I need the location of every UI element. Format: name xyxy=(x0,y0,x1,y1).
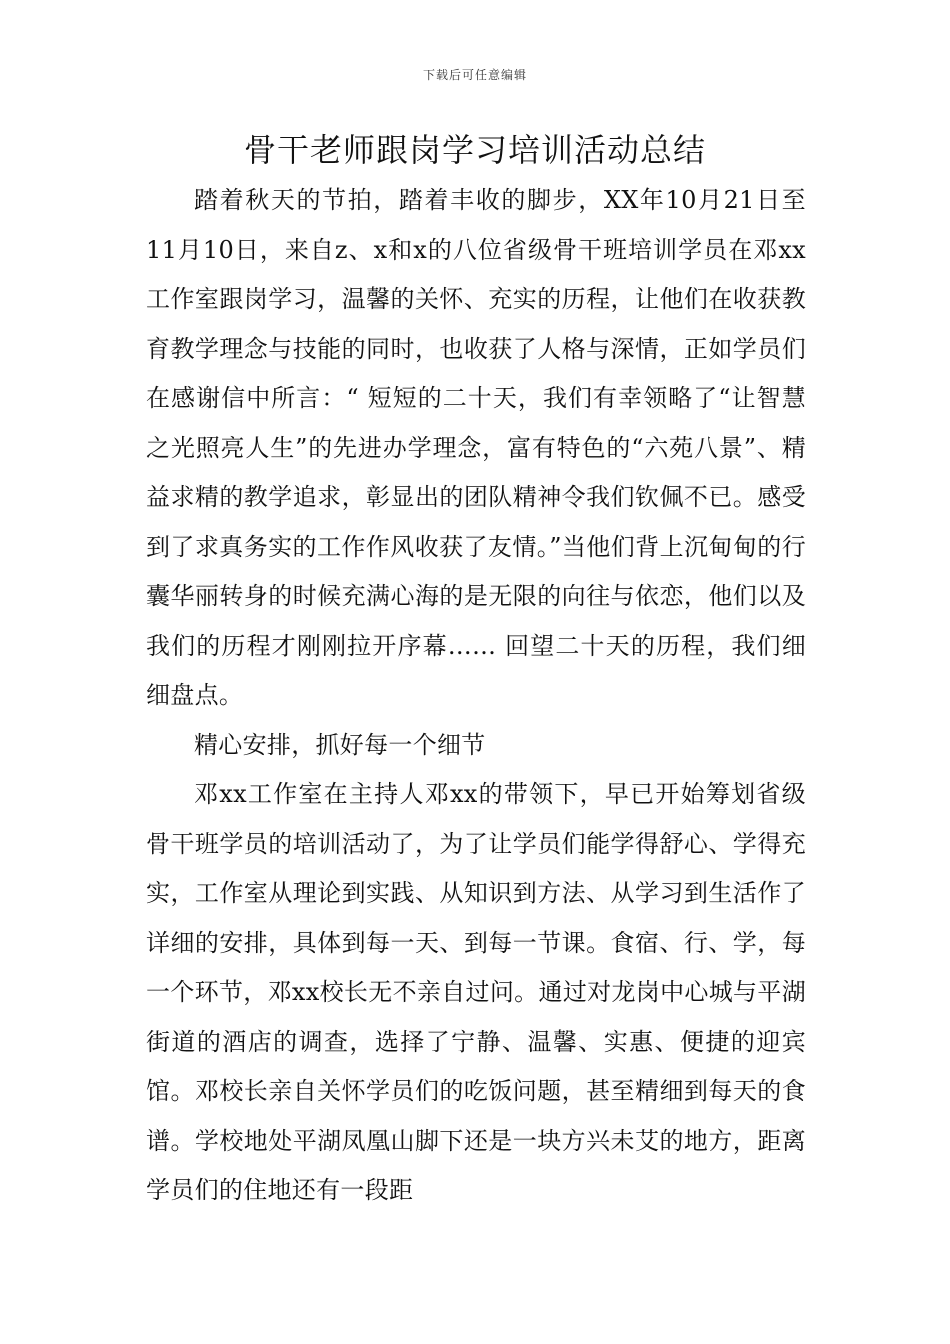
document-title: 骨干老师跟岗学习培训活动总结 xyxy=(243,131,706,169)
document-body xyxy=(146,176,806,1216)
section-heading: 精心安排，抓好每一个细节 xyxy=(194,730,486,759)
paragraph-arrangement: 邓xx工作室在主持人邓xx的带领下，早已开始筹划省级骨干班学员的培训活动了，为了让学员们能学得舒心、学得充实，工作室从理论到实践、从知识到方法、从学习到生活作了详细的安排，具体到每一天、到每一节课。食宿、行、学，每一个环节，邓xx校长无不亲自过问。通过对龙岗中心城与平湖街道的酒店的调查，选择了宁静、温馨、实惠、便捷的迎宾馆。邓校长亲自关怀学员们的吃饭问题，甚至精细到每天的食谱。学校地处平湖凤凰山脚下还是一块方兴未艾的地方，距离学员们的住地还有一段距 xyxy=(146,780,806,1204)
header-note: 下载后可任意编辑 xyxy=(422,68,527,82)
paragraph-intro: 踏着秋天的节拍，踏着丰收的脚步，XX年10月21日至11月10日，来自z、x和x的八位省级骨干班培训学员在邓xx工作室跟岗学习，温馨的关怀、充实的历程，让他们在收获教育教学理念与技能的同时，也收获了人格与深情，正如学员们在感谢信中所言：“ 短短的二十天，我们有幸领略了“让智慧之光照亮人生”的先进办学理念，富有特色的“六苑八景”、精益求精的教学追求，彰显出的团队精神令我们钦佩不已。感受到了求真务实的工作作风收获了友情。”当他们背上沉甸甸的行囊华丽转身的时候充满心海的是无限的向往与依恋，他们以及我们的历程才刚刚拉开序幕…… 回望二十天的历程，我们细细盘点。 xyxy=(146,186,806,709)
